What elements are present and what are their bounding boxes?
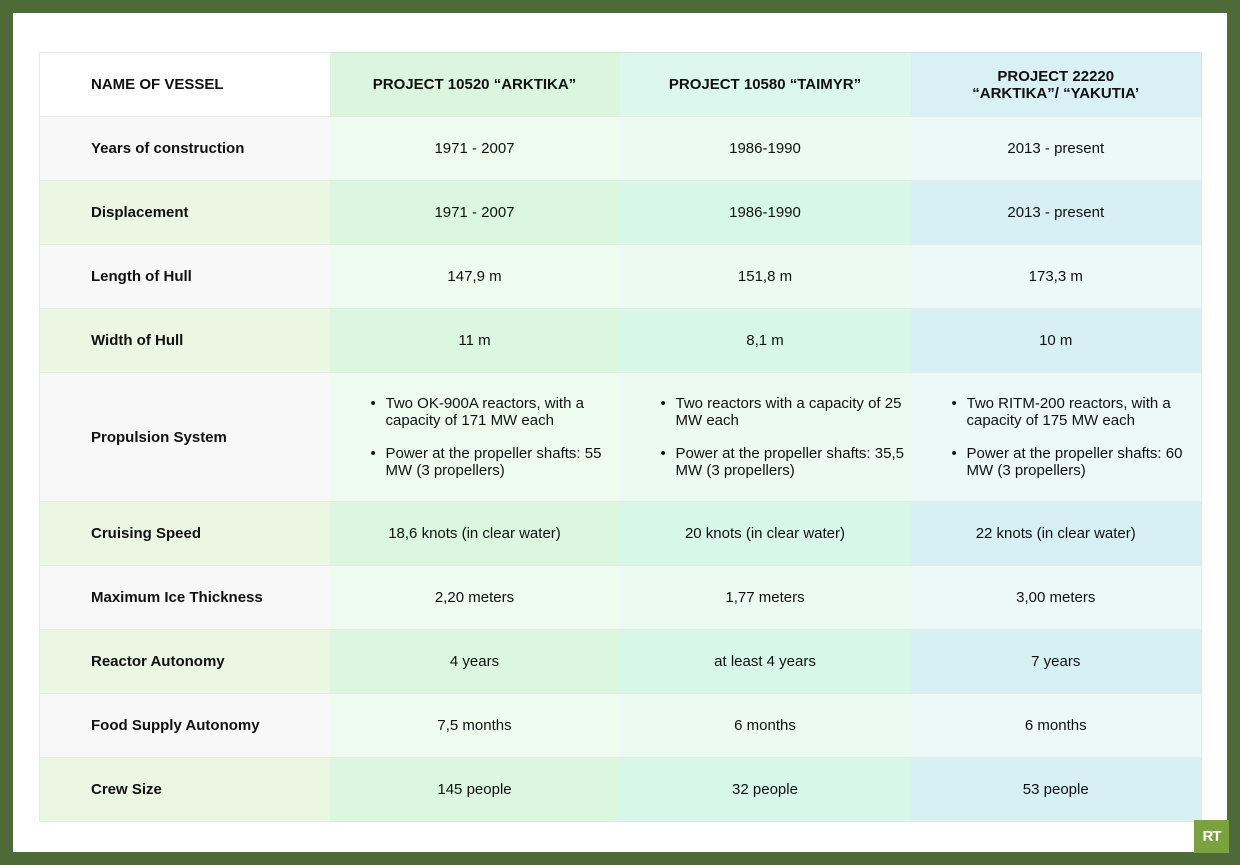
- header-project-22220-line2: “ARKTIKA”/ “YAKUTIA’: [972, 84, 1140, 102]
- cell-10580: 1,77 meters: [620, 566, 911, 630]
- row-label: Food Supply Autonomy: [40, 694, 330, 758]
- table-row: [40, 117, 1202, 181]
- row-label: Cruising Speed: [40, 502, 330, 566]
- cell-22220: 3,00 meters: [911, 566, 1202, 630]
- table-row: [40, 245, 1202, 309]
- list-item: • Two OK-900A reactors, with a capacity of 171 MW each: [371, 395, 620, 429]
- cell-10580: 8,1 m: [620, 309, 911, 373]
- header-project-10580: PROJECT 10580 “TAIMYR”: [620, 53, 911, 117]
- row-label: Displacement: [40, 181, 330, 245]
- header-project-10520: PROJECT 10520 “ARKTIKA”: [330, 53, 620, 117]
- table-panel: [13, 13, 1227, 852]
- rt-logo: [1194, 820, 1229, 853]
- table-row: [40, 630, 1202, 694]
- row-label: Length of Hull: [40, 245, 330, 309]
- table-row: [40, 502, 1202, 566]
- bullet-list: [330, 395, 620, 479]
- table-row: [40, 181, 1202, 245]
- bullet-list: [911, 395, 1202, 479]
- cell-22220: [911, 373, 1202, 502]
- cell-10520: 1971 - 2007: [330, 181, 620, 245]
- cell-10580: at least 4 years: [620, 630, 911, 694]
- cell-10520: 4 years: [330, 630, 620, 694]
- cell-10580: 6 months: [620, 694, 911, 758]
- cell-10580: 20 knots (in clear water): [620, 502, 911, 566]
- cell-10580: 151,8 m: [620, 245, 911, 309]
- header-project-22220-line1: PROJECT 22220: [997, 67, 1115, 85]
- header-project-22220: [911, 53, 1202, 117]
- list-item: • Power at the propeller shafts: 35,5 MW (3 propellers): [661, 445, 911, 479]
- cell-22220: 22 knots (in clear water): [911, 502, 1202, 566]
- list-item: • Power at the propeller shafts: 60 MW (3 propellers): [952, 445, 1202, 479]
- cell-10520: 1971 - 2007: [330, 117, 620, 181]
- cell-22220: 7 years: [911, 630, 1202, 694]
- cell-10520: 11 m: [330, 309, 620, 373]
- cell-10580: 1986-1990: [620, 181, 911, 245]
- cell-10520: 18,6 knots (in clear water): [330, 502, 620, 566]
- list-item: • Two reactors with a capacity of 25 MW each: [661, 395, 911, 429]
- cell-10580: 1986-1990: [620, 117, 911, 181]
- cell-22220: 6 months: [911, 694, 1202, 758]
- table-row: [40, 566, 1202, 630]
- cell-22220: 53 people: [911, 758, 1202, 822]
- comparison-table: [39, 52, 1202, 822]
- row-label: Width of Hull: [40, 309, 330, 373]
- cell-10520: 2,20 meters: [330, 566, 620, 630]
- table-row: [40, 309, 1202, 373]
- row-label: Reactor Autonomy: [40, 630, 330, 694]
- header-row: [40, 53, 1202, 117]
- row-label: Maximum Ice Thickness: [40, 566, 330, 630]
- cell-22220: 173,3 m: [911, 245, 1202, 309]
- cell-10520: 7,5 months: [330, 694, 620, 758]
- header-label: NAME OF VESSEL: [40, 53, 330, 117]
- cell-10520: 147,9 m: [330, 245, 620, 309]
- table-row: [40, 694, 1202, 758]
- cell-22220: 2013 - present: [911, 117, 1202, 181]
- cell-22220: 2013 - present: [911, 181, 1202, 245]
- table-row: [40, 758, 1202, 822]
- bullet-list: [620, 395, 911, 479]
- table-row-propulsion: [40, 373, 1202, 502]
- row-label: Crew Size: [40, 758, 330, 822]
- cell-10520: 145 people: [330, 758, 620, 822]
- list-item: • Two RITM-200 reactors, with a capacity of 175 MW each: [952, 395, 1202, 429]
- cell-10520: [330, 373, 620, 502]
- row-label: Years of construction: [40, 117, 330, 181]
- cell-10580: 32 people: [620, 758, 911, 822]
- row-label: Propulsion System: [40, 373, 330, 502]
- rt-logo-text: RT: [1202, 828, 1221, 845]
- cell-10580: [620, 373, 911, 502]
- cell-22220: 10 m: [911, 309, 1202, 373]
- list-item: • Power at the propeller shafts: 55 MW (3 propellers): [371, 445, 620, 479]
